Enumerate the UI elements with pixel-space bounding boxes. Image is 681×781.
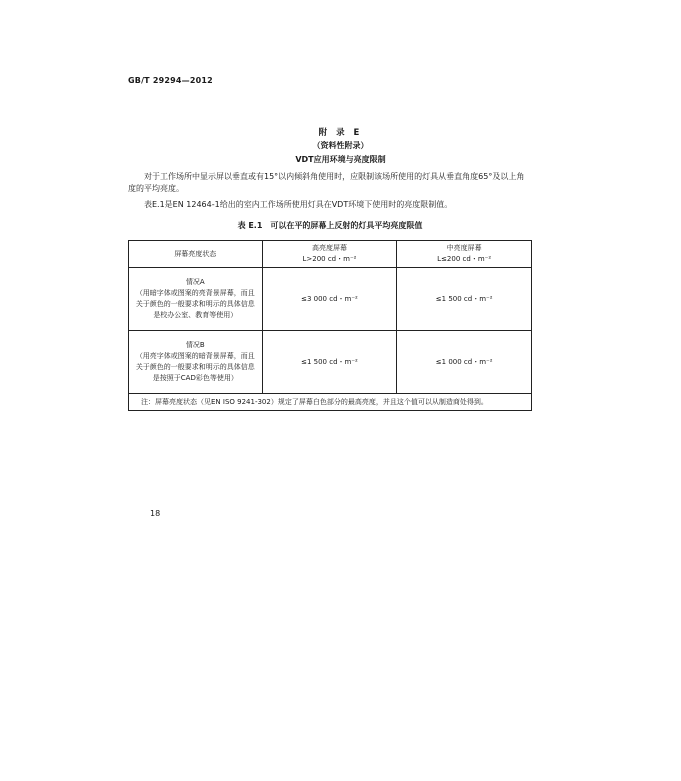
standard-code: GB/T 29294—2012 — [128, 76, 213, 85]
appendix-title: 附 录 E — [318, 128, 363, 138]
header-high-range: L>200 cd・m⁻² — [302, 255, 357, 263]
high-luminance-value: ≤1 500 cd・m⁻² — [262, 331, 397, 394]
header-medium-luminance — [397, 241, 532, 268]
medium-luminance-value: ≤1 000 cd・m⁻² — [397, 331, 532, 394]
condition-name: 情况B — [185, 341, 205, 349]
condition-cell — [129, 268, 263, 331]
paragraph-1: 对于工作场所中显示屏以垂直或有15°以内倾斜角使用时，应限制该场所使用的灯具从垂直角度65°及以上角度的平均亮度。 — [128, 172, 525, 193]
table-row — [129, 268, 532, 331]
header-high-title: 高亮度屏幕 — [311, 244, 347, 252]
table-row — [129, 331, 532, 394]
paragraph-2: 表E.1是EN 12464-1给出的室内工作场所使用灯具在VDT环境下使用时的亮度限制值。 — [144, 200, 453, 209]
condition-description: （用暗字体或图案的亮背景屏幕，而且关于颜色的一般要求和明示的具体信息是校办公室、教育等使用） — [135, 289, 255, 319]
appendix-type: （资料性附录） — [312, 141, 369, 150]
table-note: 注：屏幕亮度状态（见EN ISO 9241-302）规定了屏幕白色部分的最高亮度，并且这个值可以从制造商处得到。 — [129, 394, 532, 411]
high-luminance-value: ≤3 000 cd・m⁻² — [262, 268, 397, 331]
header-medium-range: L≤200 cd・m⁻² — [437, 255, 492, 263]
page-number: 18 — [150, 509, 161, 518]
condition-description: （用亮字体或图案的暗背景屏幕，而且关于颜色的一般要求和明示的具体信息是按照于CAD彩色等使用） — [135, 352, 255, 382]
table-note-row — [129, 394, 532, 411]
appendix-heading: VDT应用环境与亮度限制 — [295, 155, 386, 164]
header-medium-title: 中亮度屏幕 — [446, 244, 482, 252]
header-screen-state: 屏幕亮度状态 — [129, 241, 263, 268]
luminance-limit-table — [128, 240, 532, 411]
medium-luminance-value: ≤1 500 cd・m⁻² — [397, 268, 532, 331]
condition-name: 情况A — [185, 278, 205, 286]
table-caption: 表 E.1 可以在平的屏幕上反射的灯具平均亮度限值 — [237, 221, 423, 230]
table-header-row — [129, 241, 532, 268]
header-high-luminance — [262, 241, 397, 268]
condition-cell — [129, 331, 263, 394]
